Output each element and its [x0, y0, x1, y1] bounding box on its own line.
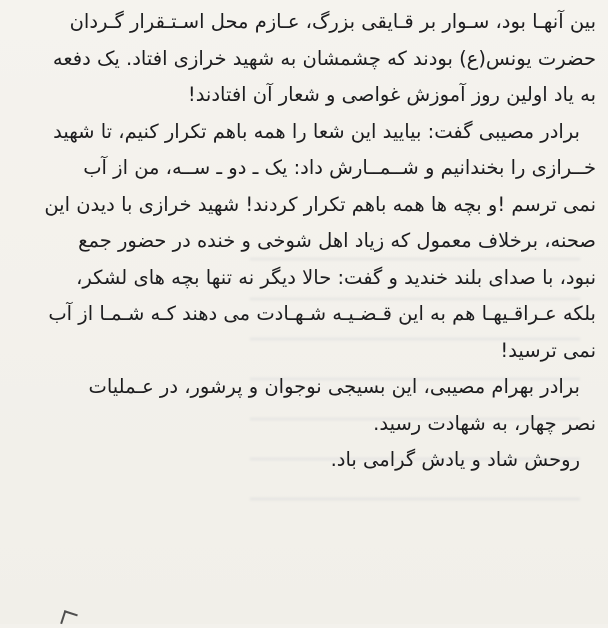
text-line: بین آنهـا بود، سـوار بر قـایقی بزرگ، عـازم محل اسـتـقرار گـردان: [69, 10, 596, 33]
paragraph-3: [6, 369, 596, 442]
text-line: برادر مصیبی گفت: بیایید این شعا را همه باهم تکرار کنیم، تا شهید: [53, 119, 580, 143]
text-line: برادر بهرام مصیبی، این بسیجی نوجوان و پرشور، در عـملیات: [88, 375, 580, 398]
text-line: صحنه، برخلاف معمول که زیاد اهل شوخی و خنده در حضور جمع: [78, 229, 596, 252]
page-cutoff-mark: [60, 610, 78, 628]
text-line: نمی ترسم !و بچه ها همه باهم تکرار کردند! شهید خرازی با دیدن این: [44, 192, 596, 216]
text-line: نمی ترسید!: [500, 338, 596, 362]
text-line: به یاد اولین روز آموزش غواصی و شعار آن افتادند!: [187, 83, 596, 106]
text-line: حضرت یونس(ع) بودند که چشمشان به شهید خرازی افتاد. یک دفعه: [52, 46, 596, 70]
text-line: نصر چهار، به شهادت رسید.: [373, 411, 596, 435]
paragraph-1: [6, 4, 596, 114]
text-line: نبود، با صدای بلند خندید و گفت: حالا دیگر نه تنها بچه های لشکر،: [76, 265, 596, 289]
text-line: روحش شاد و یادش گرامی باد.: [330, 448, 580, 471]
document-text: [6, 4, 596, 479]
text-line: بلکه عـراقـیهـا هم به این قـضـیـه شـهـادت می دهند کـه شـمـا از آب: [48, 302, 596, 325]
paragraph-2: [6, 114, 596, 370]
paragraph-4: [6, 442, 596, 479]
text-line: خــرازی را بخندانیم و شــمــارش داد: یک ـ دو ـ ســه، من از آب: [83, 156, 596, 179]
